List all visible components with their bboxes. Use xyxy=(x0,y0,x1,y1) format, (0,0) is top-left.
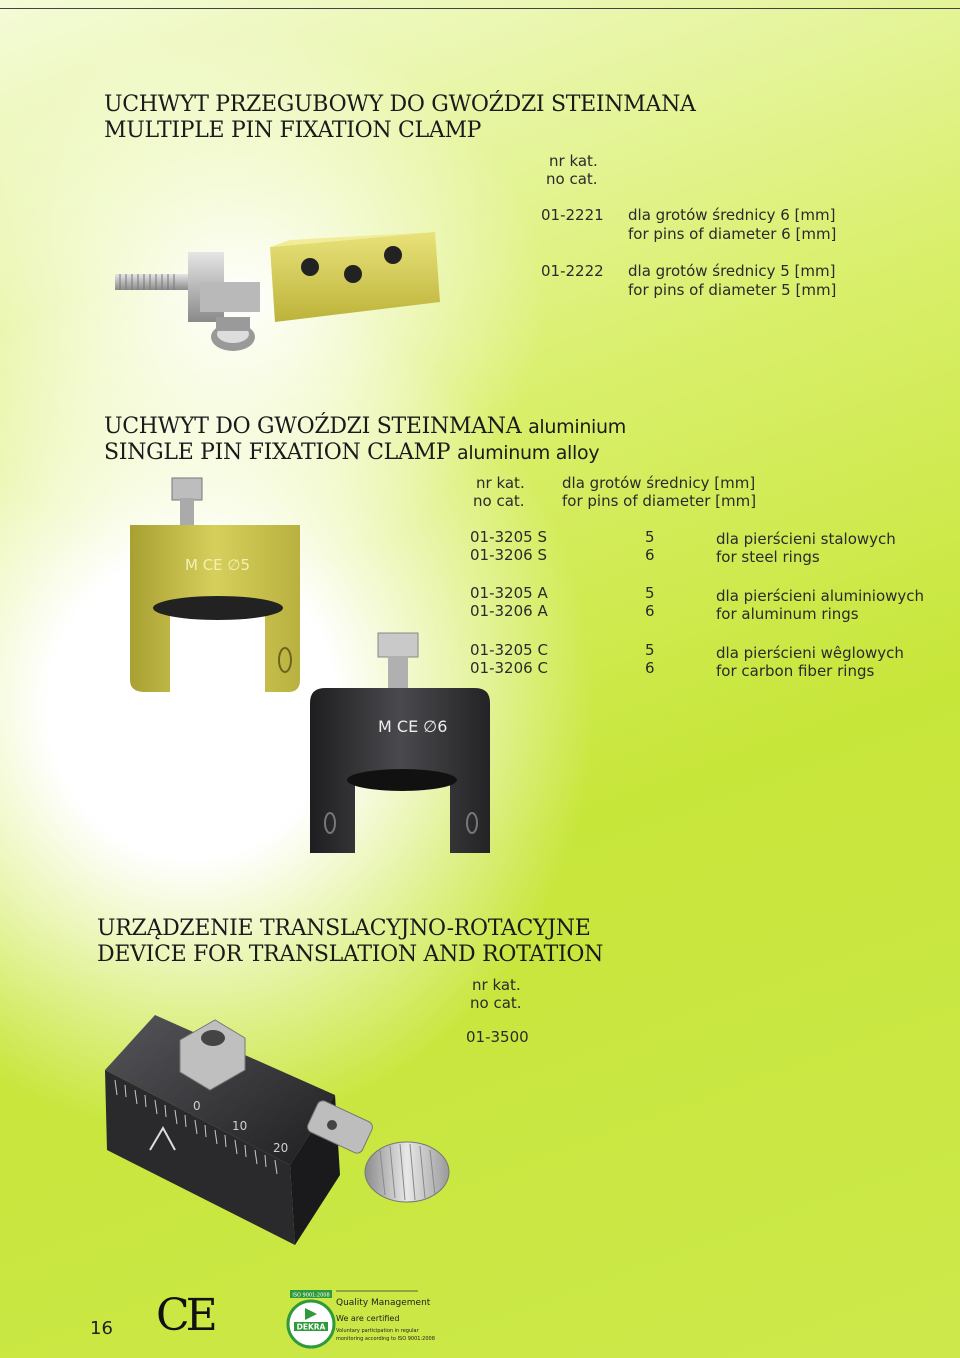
section2-title-pl xyxy=(104,414,626,440)
s2-g3-desc-en: for carbon fiber rings xyxy=(716,662,875,680)
section3-title-en: DEVICE FOR TRANSLATION AND ROTATION xyxy=(97,942,604,967)
s2-g2-desc-pl: dla pierścieni aluminiowych xyxy=(716,587,925,605)
black-clamp-engraving: M CE ∅6 xyxy=(378,717,448,736)
ce-mark: CE xyxy=(156,1290,214,1341)
section1-cat-en: no cat. xyxy=(546,170,598,188)
s1-item1-desc-en: for pins of diameter 6 [mm] xyxy=(628,225,837,243)
s2-g3-diam1: 5 xyxy=(645,641,655,659)
s2-g1-desc-pl: dla pierścieni stalowych xyxy=(716,530,896,548)
gold-single-pin-clamp-image xyxy=(100,470,330,700)
section2-title-pl-suffix: aluminium xyxy=(528,416,626,438)
scale-label-20: 20 xyxy=(273,1141,289,1155)
section3-cat-en: no cat. xyxy=(470,994,522,1012)
s2-g1-code1: 01-3205 S xyxy=(470,528,547,546)
multiple-pin-clamp-image xyxy=(110,222,450,377)
cert-brand: DEKRA xyxy=(296,1322,326,1332)
scale-label-0: 0 xyxy=(193,1099,201,1113)
s2-g3-desc-pl: dla pierścieni wêglowych xyxy=(716,644,904,662)
page-number: 16 xyxy=(90,1318,113,1339)
s2-g2-diam1: 5 xyxy=(645,584,655,602)
s1-item1-code: 01-2221 xyxy=(541,206,604,224)
s2-g1-diam1: 5 xyxy=(645,528,655,546)
section1-title-en: MULTIPLE PIN FIXATION CLAMP xyxy=(104,118,482,143)
s1-item2-code: 01-2222 xyxy=(541,262,604,280)
section3-code: 01-3500 xyxy=(466,1028,529,1046)
section2-diam-pl: dla grotów średnicy [mm] xyxy=(562,474,756,492)
scale-label-10: 10 xyxy=(232,1119,248,1133)
cert-line2: We are certified xyxy=(336,1314,400,1323)
s1-item1-desc-pl: dla grotów średnicy 6 [mm] xyxy=(628,206,836,224)
s2-g3-diam2: 6 xyxy=(645,659,655,677)
cert-line1: Quality Management xyxy=(336,1298,431,1308)
s2-g3-code1: 01-3205 C xyxy=(470,641,548,659)
s1-item2-desc-pl: dla grotów średnicy 5 [mm] xyxy=(628,262,836,280)
s2-g2-desc-en: for aluminum rings xyxy=(716,605,859,623)
section2-title-en-main: SINGLE PIN FIXATION CLAMP xyxy=(104,440,451,465)
black-single-pin-clamp-image xyxy=(300,628,500,868)
section2-title-en xyxy=(104,440,599,466)
s2-g1-desc-en: for steel rings xyxy=(716,548,820,566)
s2-g2-code1: 01-3205 A xyxy=(470,584,548,602)
section3-title-pl: URZĄDZENIE TRANSLACYJNO-ROTACYJNE xyxy=(97,916,591,941)
translation-rotation-device-image xyxy=(95,1000,475,1255)
cert-line3: Voluntary participation in regular xyxy=(336,1328,419,1334)
cert-iso-label: ISO 9001:2008 xyxy=(292,1292,330,1299)
section2-title-pl-main: UCHWYT DO GWOŹDZI STEINMANA xyxy=(104,414,522,439)
s1-item2-desc-en: for pins of diameter 5 [mm] xyxy=(628,281,837,299)
s2-g3-code2: 01-3206 C xyxy=(470,659,548,677)
section2-title-en-suffix: aluminum alloy xyxy=(457,442,600,464)
cert-line4: monitoring according to ISO 9001:2008 xyxy=(336,1336,435,1342)
section1-title-pl: UCHWYT PRZEGUBOWY DO GWOŹDZI STEINMANA xyxy=(104,92,696,117)
s2-g2-diam2: 6 xyxy=(645,602,655,620)
s2-g1-diam2: 6 xyxy=(645,546,655,564)
gold-clamp-engraving: M CE ∅5 xyxy=(185,556,251,574)
s2-g2-code2: 01-3206 A xyxy=(470,602,548,620)
section2-cat-pl: nr kat. xyxy=(476,474,525,492)
section3-cat-pl: nr kat. xyxy=(472,976,521,994)
section2-cat-en: no cat. xyxy=(473,492,525,510)
top-rule xyxy=(0,8,960,9)
s2-g1-code2: 01-3206 S xyxy=(470,546,547,564)
section1-cat-pl: nr kat. xyxy=(549,152,598,170)
section2-diam-en: for pins of diameter [mm] xyxy=(562,492,757,510)
